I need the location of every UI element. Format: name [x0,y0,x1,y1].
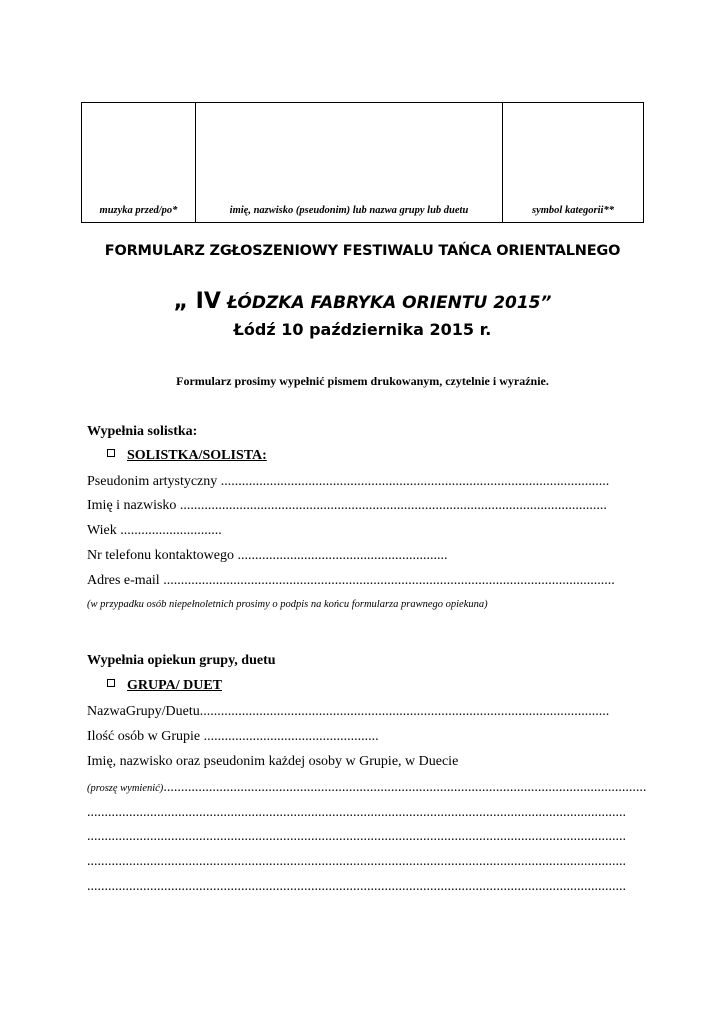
email-field[interactable]: Adres e-mail ................................................................................................................................. [87,573,615,588]
members-dots-line-4[interactable]: .......................................................................................................................................................... [87,879,626,894]
pseudonym-field[interactable]: Pseudonim artystyczny ............................................................................................................... [87,474,610,489]
phone-field[interactable]: Nr telefonu kontaktowego ............................................................ [87,548,448,563]
soloist-section-label: SOLISTKA/SOLISTA: [127,448,267,463]
festival-title: ŁÓDZKA FABRYKA ORIENTU 2015” [220,293,552,313]
age-field[interactable]: Wiek ............................. [87,523,222,538]
group-section [107,678,667,694]
members-label: Imię, nazwisko oraz pseudonim każdej osoby w Grupie, w Duecie [87,754,459,769]
festival-date: Łódź 10 października 2015 r. [233,320,492,339]
checkbox-icon[interactable] [107,449,115,457]
group-name-field[interactable]: NazwaGrupy/Duetu..................................................................................................................... [87,704,610,719]
group-section-label: GRUPA/ DUET [127,678,223,693]
festival-edition: „ IV [173,289,221,314]
name-field[interactable]: Imię i nazwisko .......................................................................................................................... [87,498,607,513]
member-count-field[interactable]: Ilość osób w Grupie .................................................. [87,729,379,744]
members-list-line[interactable] [87,780,647,796]
name-cell[interactable]: imię, nazwisko (pseudonim) lub nazwa grupy lub duetu [196,103,503,223]
music-cell[interactable]: muzyka przed/po* [82,103,196,223]
list-label: (proszę wymienić) [87,783,164,794]
soloist-heading: Wypełnia solistka: [87,424,198,439]
members-dots-line-1[interactable]: .......................................................................................................................................................... [87,805,626,820]
instruction-text: Formularz prosimy wypełnić pismem drukowanym, czytelnie i wyraźnie. [176,374,549,388]
members-dots-line-3[interactable]: .......................................................................................................................................................... [87,854,626,869]
header-table [81,102,644,223]
festival-name [0,289,725,314]
members-dots-line-2[interactable]: .......................................................................................................................................................... [87,829,626,844]
group-heading: Wypełnia opiekun grupy, duetu [87,653,276,668]
minor-note: (w przypadku osób niepełnoletnich prosimy o podpis na końcu formularza prawnego opiekuna) [87,599,488,610]
list-dots: .......................................................................................................................................... [163,780,647,795]
category-cell[interactable]: symbol kategorii** [503,103,644,223]
soloist-section [107,448,667,464]
checkbox-icon[interactable] [107,679,115,687]
form-title: FORMULARZ ZGŁOSZENIOWY FESTIWALU TAŃCA ORIENTALNEGO [104,243,621,259]
